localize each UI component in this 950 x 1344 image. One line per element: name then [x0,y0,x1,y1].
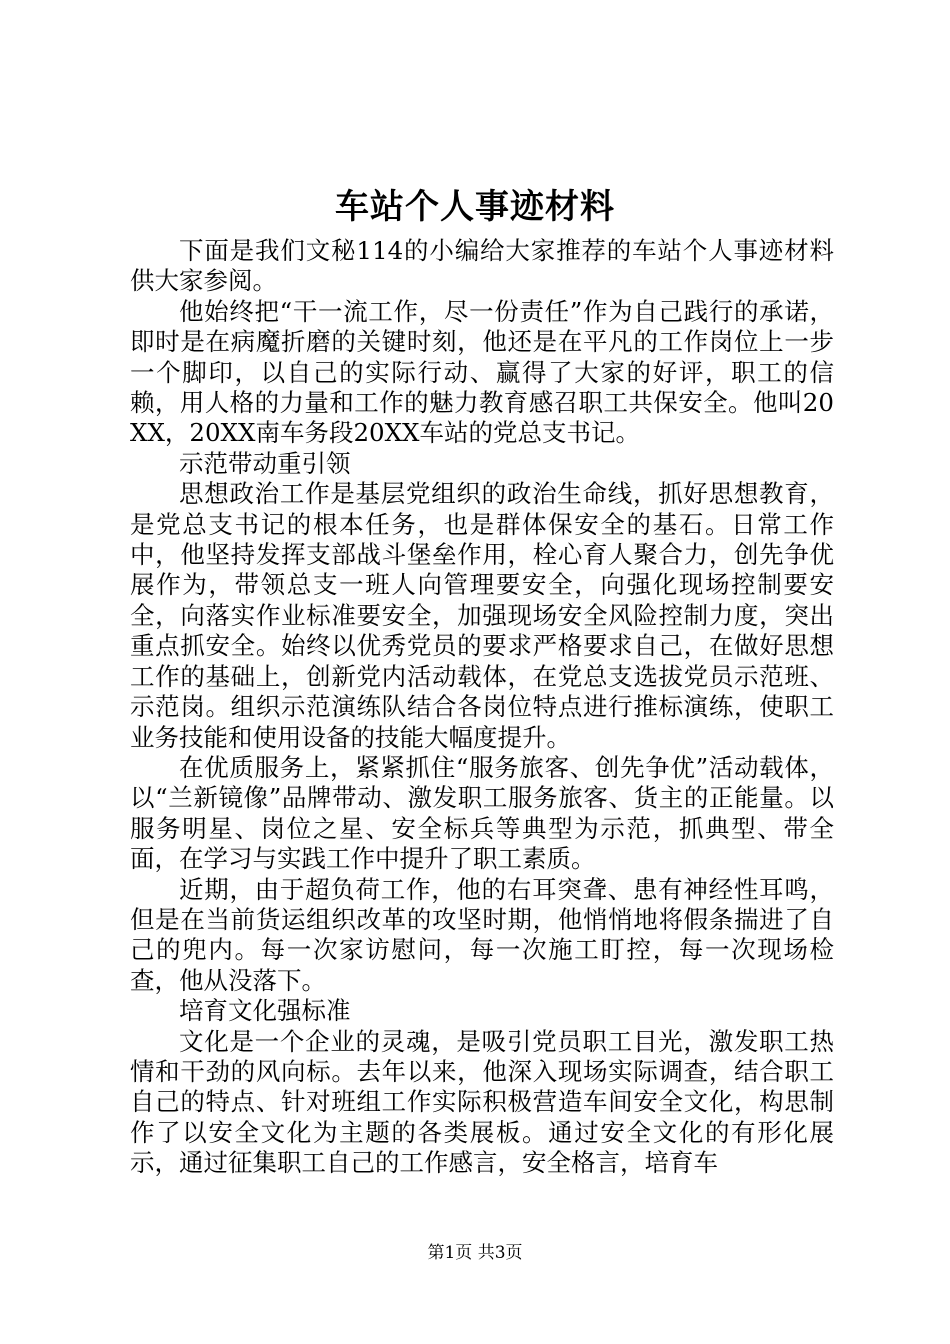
paragraph-service: 在优质服务上，紧紧抓住“服务旅客、创先争优”活动载体，以“兰新镜像”品牌带动、激发职工服务旅客、货主的正能量。以服务明星、岗位之星、安全标兵等典型为示范，抓典型、带全面，在学习与实践工作中提升了职工素质。 [130,752,834,874]
document-body [130,236,834,1179]
page-footer: 第1页 共3页 [427,1243,523,1263]
paragraph-ideology: 思想政治工作是基层党组织的政治生命线，抓好思想教育，是党总支书记的根本任务，也是群体保安全的基石。日常工作中，他坚持发挥支部战斗堡垒作用，栓心育人聚合力，创先争优展作为，带领总支一班人向管理要安全，向强化现场控制要安全，向落实作业标准要安全，加强现场安全风险控制力度，突出重点抓安全。始终以优秀党员的要求严格要求自己，在做好思想工作的基础上，创新党内活动载体，在党总支选拔党员示范班、示范岗。组织示范演练队结合各岗位特点进行推标演练，使职工业务技能和使用设备的技能大幅度提升。 [130,479,834,752]
paragraph-intro: 下面是我们文秘114的小编给大家推荐的车站个人事迹材料供大家参阅。 [130,236,834,296]
document-title: 车站个人事迹材料 [335,187,615,227]
section-heading-demonstration: 示范带动重引领 [179,448,351,478]
section-heading-culture: 培育文化强标准 [179,996,351,1026]
paragraph-profile: 他始终把“干一流工作，尽一份责任”作为自己践行的承诺，即时是在病魔折磨的关键时刻，他还是在平凡的工作岗位上一步一个脚印，以自己的实际行动、赢得了大家的好评，职工的信赖，用人格的力量和工作的魅力教育感召职工共保安全。他叫20XX，20XX南车务段20XX车站的党总支书记。 [130,296,834,448]
paragraph-culture: 文化是一个企业的灵魂，是吸引党员职工目光，激发职工热情和干劲的风向标。去年以来，他深入现场实际调查，结合职工自己的特点、针对班组工作实际积极营造车间安全文化，构思制作了以安全文化为主题的各类展板。通过安全文化的有形化展示，通过征集职工自己的工作感言，安全格言，培育车 [130,1026,834,1178]
paragraph-recent: 近期，由于超负荷工作，他的右耳突聋、患有神经性耳鸣，但是在当前货运组织改革的攻坚时期，他悄悄地将假条揣进了自己的兜内。每一次家访慰问，每一次施工盯控，每一次现场检查，他从没落下。 [130,874,834,995]
